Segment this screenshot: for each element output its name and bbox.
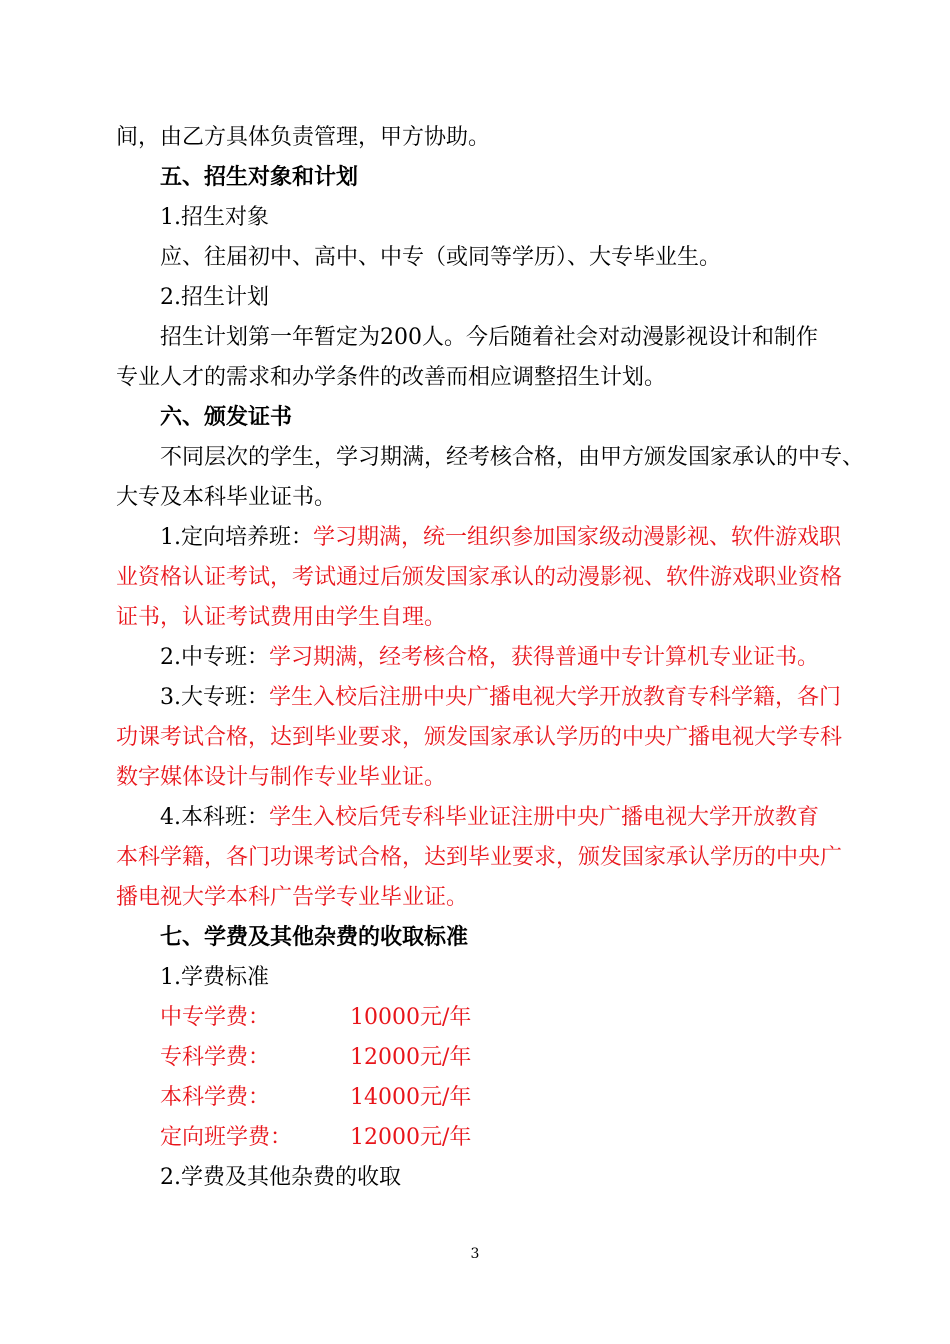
paragraph-line bbox=[160, 638, 819, 678]
highlighted-text: 学习期满，经考核合格，获得普通中专计算机专业证书。 bbox=[269, 645, 820, 670]
paragraph-line: 间，由乙方具体负责管理，甲方协助。 bbox=[116, 125, 491, 150]
section-heading-7: 七、学费及其他杂费的收取标准 bbox=[160, 925, 469, 950]
subheading-enrollment-target: 1.招生对象 bbox=[160, 205, 269, 230]
fee-amount: 12000元/年 bbox=[350, 1045, 472, 1070]
highlighted-line: 证书，认证考试费用由学生自理。 bbox=[116, 605, 447, 630]
highlighted-line: 业资格认证考试，考试通过后颁发国家承认的动漫影视、软件游戏职业资格 bbox=[116, 565, 843, 590]
paragraph-line: 应、往届初中、高中、中专（或同等学历）、大专毕业生。 bbox=[160, 245, 722, 270]
paragraph-line: 招生计划第一年暂定为200人。今后随着社会对动漫影视设计和制作 bbox=[160, 325, 818, 350]
item-label: 3.大专班： bbox=[160, 685, 269, 710]
highlighted-line: 本科学籍，各门功课考试合格，达到毕业要求，颁发国家承认学历的中央广 bbox=[116, 845, 843, 870]
fee-label: 定向班学费： bbox=[160, 1125, 293, 1150]
highlighted-line: 数字媒体设计与制作专业毕业证。 bbox=[116, 765, 447, 790]
paragraph-line bbox=[160, 678, 841, 718]
paragraph-line: 专业人才的需求和办学条件的改善而相应调整招生计划。 bbox=[116, 365, 667, 390]
fee-amount: 14000元/年 bbox=[350, 1085, 472, 1110]
paragraph-line: 大专及本科毕业证书。 bbox=[116, 485, 337, 510]
section-heading-6: 六、颁发证书 bbox=[160, 405, 293, 430]
fee-row bbox=[160, 1078, 471, 1118]
fee-row bbox=[160, 1038, 471, 1078]
highlighted-line: 播电视大学本科广告学专业毕业证。 bbox=[116, 885, 469, 910]
item-label: 2.中专班： bbox=[160, 645, 269, 670]
fee-row bbox=[160, 998, 471, 1038]
page-number: 3 bbox=[470, 1246, 480, 1262]
section-heading-5: 五、招生对象和计划 bbox=[160, 165, 359, 190]
item-label: 1.定向培养班： bbox=[160, 525, 313, 550]
subheading-tuition-standard: 1.学费标准 bbox=[160, 965, 269, 990]
highlighted-text: 学生入校后注册中央广播电视大学开放教育专科学籍，各门 bbox=[269, 685, 842, 710]
fee-label: 中专学费： bbox=[160, 1005, 271, 1030]
fee-label: 本科学费： bbox=[160, 1085, 271, 1110]
item-label: 4.本科班： bbox=[160, 805, 269, 830]
highlighted-line: 功课考试合格，达到毕业要求，颁发国家承认学历的中央广播电视大学专科 bbox=[116, 725, 843, 750]
highlighted-text: 学习期满，统一组织参加国家级动漫影视、软件游戏职 bbox=[313, 525, 842, 550]
paragraph-line bbox=[160, 798, 819, 838]
subheading-enrollment-plan: 2.招生计划 bbox=[160, 285, 269, 310]
paragraph-line: 不同层次的学生，学习期满，经考核合格，由甲方颁发国家承认的中专、 bbox=[160, 445, 865, 470]
fee-amount: 10000元/年 bbox=[350, 1005, 472, 1030]
subheading-fee-collection: 2.学费及其他杂费的收取 bbox=[160, 1165, 401, 1190]
fee-amount: 12000元/年 bbox=[350, 1125, 472, 1150]
fee-label: 专科学费： bbox=[160, 1045, 271, 1070]
fee-row bbox=[160, 1118, 471, 1158]
paragraph-line bbox=[160, 518, 841, 558]
highlighted-text: 学生入校后凭专科毕业证注册中央广播电视大学开放教育 bbox=[269, 805, 820, 830]
